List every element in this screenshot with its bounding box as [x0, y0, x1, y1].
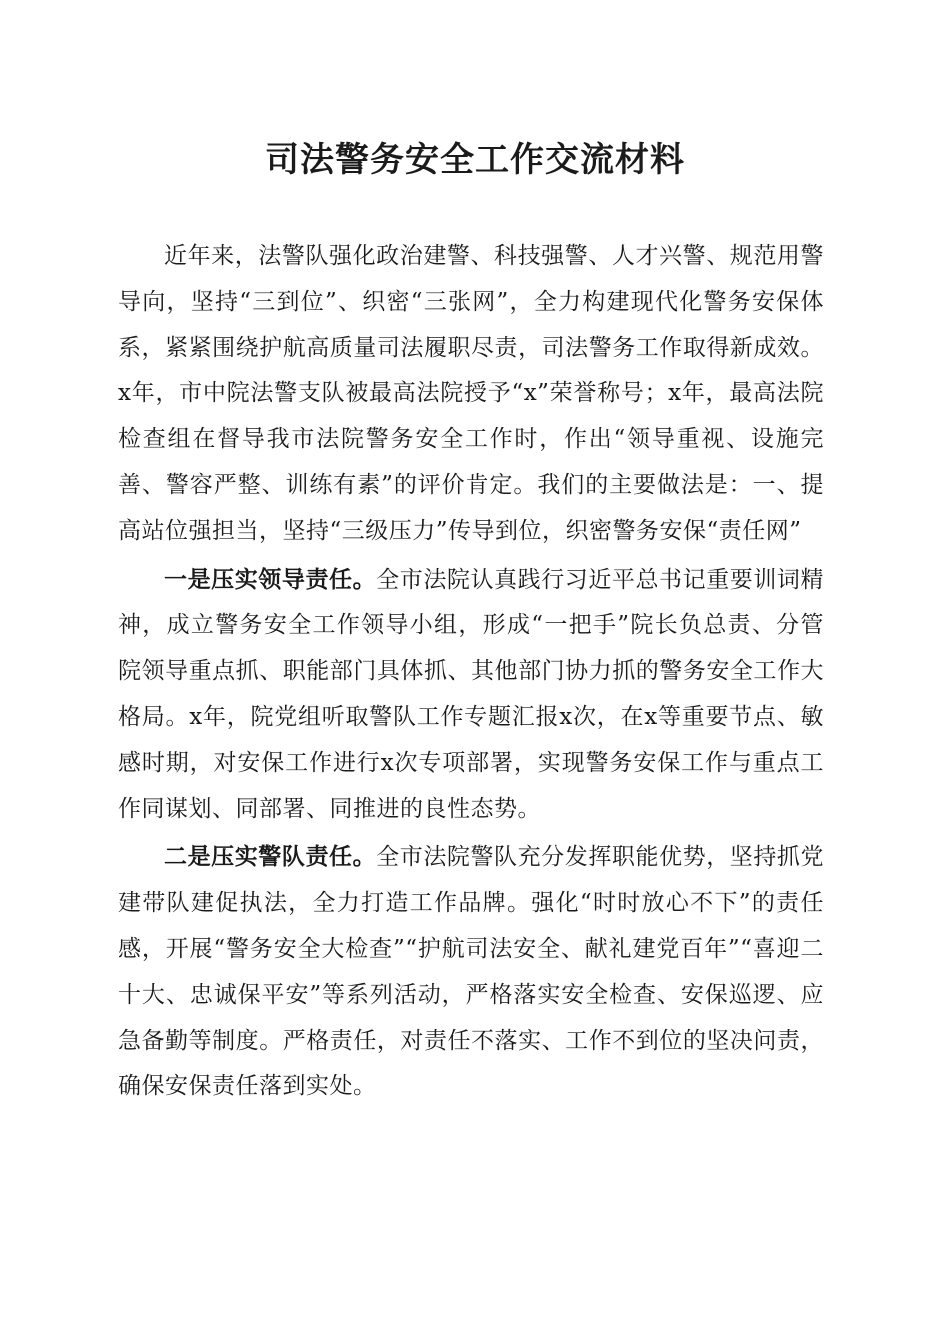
- document-title: 司法警务安全工作交流材料: [265, 140, 685, 180]
- paragraph-text: 近年来，法警队强化政治建警、科技强警、人才兴警、规范用警导向，坚持“三到位”、织密“三张网”，全力构建现代化警务安保体系，紧紧围绕护航高质量司法履职尽责，司法警务工作取得新成效。x年，市中院法警支队被最高法院授予“x”荣誉称号；x年，最高法院检查组在督导我市法院警务安全工作时，作出“领导重视、设施完善、警容严整、训练有素”的评价肯定。我们的主要做法是：一、提高站位强担当，坚持“三级压力”传导到位，织密警务安保“责任网”: [118, 243, 824, 544]
- paragraph-lead: 一是压实领导责任。: [164, 565, 377, 593]
- paragraph-intro: [118, 233, 824, 555]
- paragraph-lead: 二是压实警队责任。: [164, 843, 377, 871]
- paragraph-police-team-responsibility: [118, 834, 824, 1110]
- document-body: [118, 233, 824, 1112]
- paragraph-text: 全市法院警队充分发挥职能优势，坚持抓党建带队建促执法，全力打造工作品牌。强化“时时放心不下”的责任感，开展“警务安全大检查”“护航司法安全、献礼建党百年”“喜迎二十大、忠诚保平安”等系列活动，严格落实安全检查、安保巡逻、应急备勤等制度。严格责任，对责任不落实、工作不到位的坚决问责，确保安保责任落到实处。: [118, 844, 825, 1100]
- paragraph-leadership-responsibility: [118, 557, 824, 833]
- paragraph-text: 全市法院认真践行习近平总书记重要训词精神，成立警务安全工作领导小组，形成“一把手”院长负总责、分管院领导重点抓、职能部门具体抓、其他部门协力抓的警务安全工作大格局。x年，院党组听取警队工作专题汇报x次，在x等重要节点、敏感时期，对安保工作进行x次专项部署，实现警务安保工作与重点工作同谋划、同部署、同推进的良性态势。: [118, 566, 825, 822]
